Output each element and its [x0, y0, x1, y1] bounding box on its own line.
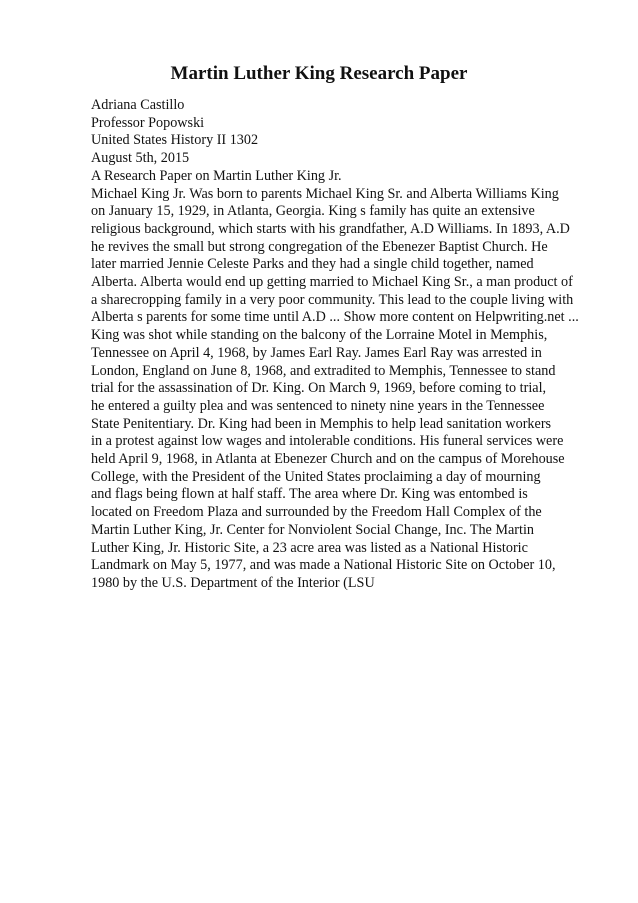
body-line: Tennessee on April 4, 1968, by James Earl Ray. James Earl Ray was arrested in — [91, 344, 542, 361]
body-line: he entered a guilty plea and was sentenced to ninety nine years in the Tennessee — [91, 397, 545, 414]
body-line: College, with the President of the United States proclaiming a day of mourning — [91, 468, 541, 485]
document-title: Martin Luther King Research Paper — [170, 63, 468, 84]
body-line: trial for the assassination of Dr. King. On March 9, 1969, before coming to trial, — [91, 380, 547, 397]
body-line: he revives the small but strong congregation of the Ebenezer Baptist Church. He — [91, 238, 548, 255]
course-line: United States History II 1302 — [91, 132, 259, 149]
body-line: Alberta s parents for some time until A.D ... Show more content on Helpwriting.net ... — [91, 309, 579, 326]
body-line: London, England on June 8, 1968, and extradited to Memphis, Tennessee to stand — [91, 362, 556, 379]
body-line: in a protest against low wages and intolerable conditions. His funeral services were — [91, 433, 564, 450]
body-line: Martin Luther King, Jr. Center for Nonviolent Social Change, Inc. The Martin — [91, 521, 534, 538]
body-line: a sharecropping family in a very poor community. This lead to the couple living with — [91, 291, 574, 308]
body-line: religious background, which starts with his grandfather, A.D Williams. In 1893, A.D — [91, 220, 570, 237]
body-line: Alberta. Alberta would end up getting married to Michael King Sr., a man product of — [91, 274, 573, 291]
body-line: held April 9, 1968, in Atlanta at Ebenezer Church and on the campus of Morehouse — [91, 451, 565, 468]
body-line: Landmark on May 5, 1977, and was made a National Historic Site on October 10, — [91, 557, 556, 574]
document-body — [91, 97, 611, 593]
subject-line: A Research Paper on Martin Luther King Jr. — [91, 167, 342, 184]
body-line: State Penitentiary. Dr. King had been in Memphis to help lead sanitation workers — [91, 415, 552, 432]
date-line: August 5th, 2015 — [91, 150, 190, 167]
professor-line: Professor Popowski — [91, 114, 205, 131]
body-line: 1980 by the U.S. Department of the Interior (LSU — [91, 574, 375, 591]
body-line: and flags being flown at half staff. The area where Dr. King was entombed is — [91, 486, 528, 503]
author-line: Adriana Castillo — [91, 97, 185, 113]
body-line: Michael King Jr. Was born to parents Michael King Sr. and Alberta Williams King — [91, 185, 559, 202]
body-line: on January 15, 1929, in Atlanta, Georgia. King s family has quite an extensive — [91, 203, 535, 220]
body-line: King was shot while standing on the balcony of the Lorraine Motel in Memphis, — [91, 327, 548, 344]
body-line: located on Freedom Plaza and surrounded by the Freedom Hall Complex of the — [91, 504, 542, 521]
body-line: Luther King, Jr. Historic Site, a 23 acre area was listed as a National Historic — [91, 539, 528, 556]
body-line: later married Jennie Celeste Parks and they had a single child together, named — [91, 256, 534, 273]
